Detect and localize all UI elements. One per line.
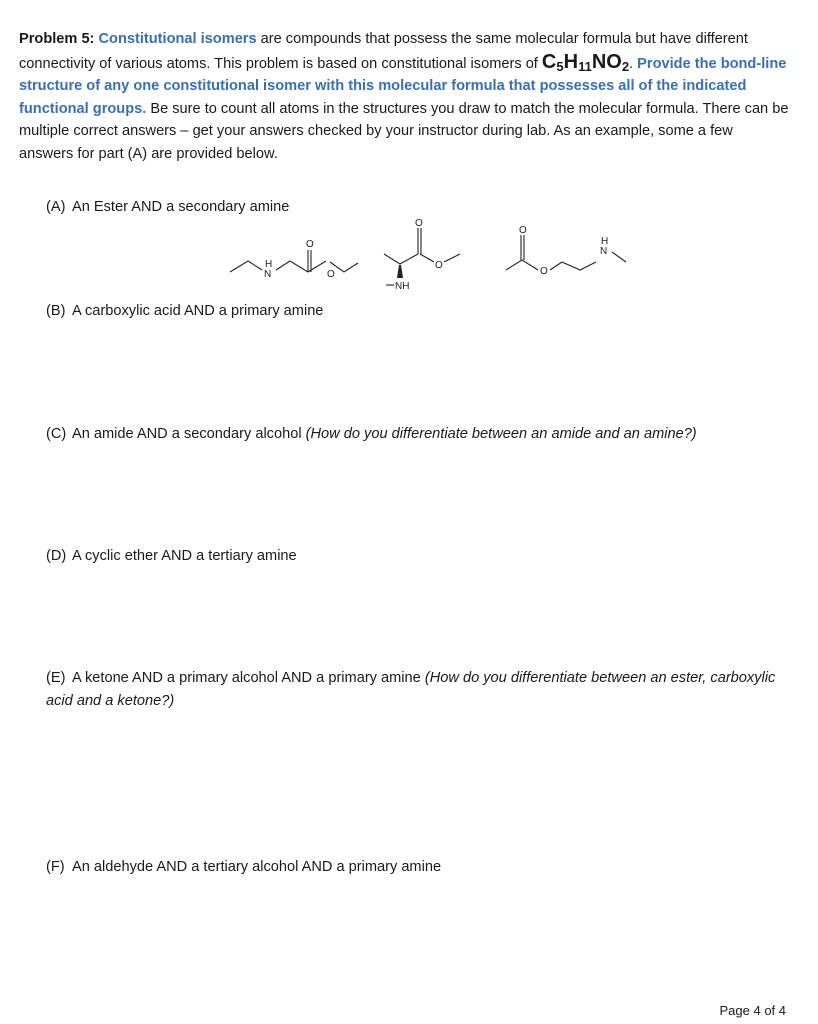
intro-text-2: Be sure to count all atoms in the structures you draw to match the molecular formula. There can be multiple correct answers – get your answers checked by your instructor during lab. As an example, some a few answers for part (A) are provided below. [19,100,789,162]
part-d: (D) A cyclic ether AND a tertiary amine [46,548,297,564]
part-a: (A) An Ester AND a secondary amine [46,199,290,215]
part-b: (B) A carboxylic acid AND a primary amine [46,303,324,319]
structure-ester-amine-3 [500,222,634,288]
m1-h-label: H [265,259,273,270]
part-c-note: (How do you differentiate between an amide and an amine?) [305,426,697,442]
m3-carbonyl-o: O [519,225,527,236]
m1-ester-o: O [327,269,335,280]
m1-n-label: N [264,269,272,280]
problem-intro: Problem 5: Constitutional isomers are compounds that possess the same molecular formula but have different connectivity of various atoms. This problem is based on constitutional isomers of $C_5H_{11}NO_2$. Provide the bond-line structure of any one constitutional isomer with this molecular formula that possesses all of the indicated functional groups. Be sure to count all atoms in the structures you draw to match the molecular formula. There can be multiple correct answers – get your answers checked by your instructor during lab. As an example, some a few answers for part (A) are provided below. [19,31,789,162]
m2-ester-o: O [435,260,443,271]
part-e-note: (How do you differentiate between an ester, carboxylic acid and a ketone?) [46,670,776,709]
m3-h-label: H [601,236,609,247]
structure-ester-amine-1 [222,228,362,288]
m2-nh-label: NH [395,281,410,292]
structure-ester-amine-2 [372,214,482,296]
intro-text-1: are compounds that possess the same molecular formula but have different connectivity of various atoms. This problem is based on constitutional isomers of [19,31,748,72]
part-e: (E) A ketone AND a primary alcohol AND a primary amine (How do you differentiate between an ester, carboxylic acid and a ketone?) [46,670,776,709]
part-f: (F) An aldehyde AND a tertiary alcohol AND a primary amine [46,859,442,875]
problem-label: Problem 5: [19,31,95,47]
constitutional-isomers-term: Constitutional isomers [98,31,257,47]
part-c: (C) An amide AND a secondary alcohol (How do you differentiate between an amide and an amine?) [46,426,697,442]
m3-n-label: N [600,246,608,257]
m2-carbonyl-o: O [415,218,423,229]
m3-ester-o: O [540,266,548,277]
instruction-text: Provide the bond-line structure of any one constitutional isomer with this molecular formula that possesses all of the indicated functional groups. [19,55,787,117]
page-number: Page 4 of 4 [719,1003,786,1018]
m1-carbonyl-o: O [306,239,314,250]
molecular-formula: $C_5H_{11}NO_2$ [541,50,630,74]
